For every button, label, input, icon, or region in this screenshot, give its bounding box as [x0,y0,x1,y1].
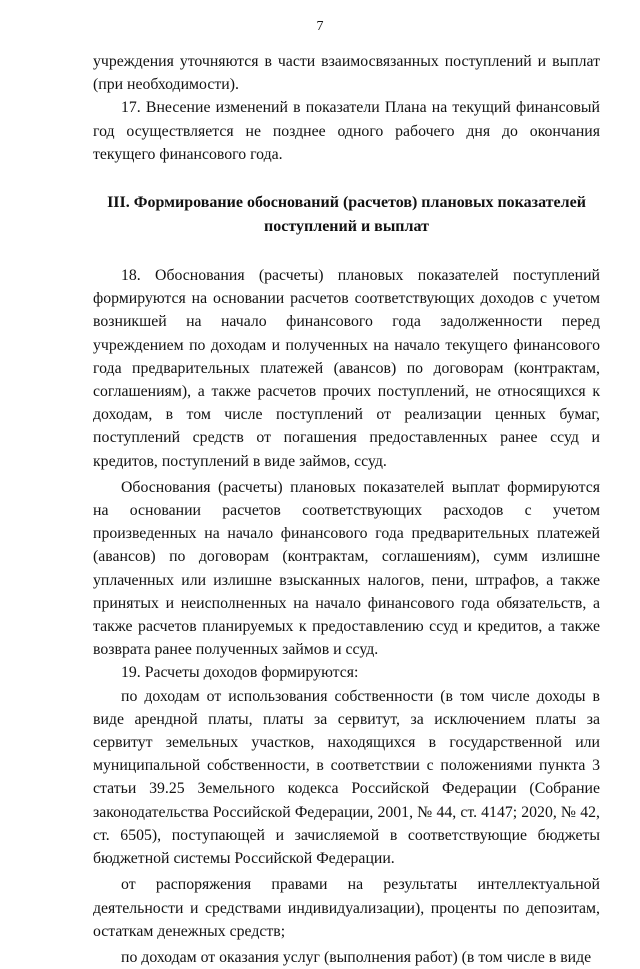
document-body [93,50,600,969]
page-number: 7 [316,19,324,34]
paragraph-17: 17. Внесение изменений в показатели Плана на текущий финансовый год осуществляется не позднее одного рабочего дня до окончания текущего финансового года. [93,99,600,163]
paragraph-19: 19. Расчеты доходов формируются: [121,664,359,682]
paragraph-continuation: учреждения уточняются в части взаимосвязанных поступлений и выплат (при необходимости). [93,53,600,94]
paragraph-intellectual-property: от распоряжения правами на результаты интеллектуальной деятельности и средствами индивидуализации), проценты по депозитам, остаткам денежных средств; [93,876,600,940]
section-heading: III. Формирование обоснований (расчетов) плановых показателей поступлений и выплат [107,194,586,236]
paragraph-18: 18. Обоснования (расчеты) плановых показателей поступлений формируются на основании расчетов соответствующих доходов с учетом возникшей на начало финансового года задолженности перед учреждением по доходам и полученных на начало текущего финансового года предварительных платежей (авансов) по договорам (контрактам, соглашениям), а также расчетов прочих поступлений, не относящихся к доходам, в том числе поступлений от реализации ценных бумаг, поступлений средств от погашения предоставленных ранее ссуд и кредитов, поступлений в виде займов, ссуд. [93,267,600,470]
paragraph-property-income: по доходам от использования собственности (в том числе доходы в виде арендной платы, платы за сервитут, за исключением платы за сервитут земельных участков, находящихся в государственной или муниципальной собственности, в соответствии с положениями пункта 3 статьи 39.25 Земельного кодекса Российской Федерации (Собрание законодательства Российской Федерации, 2001, № 44, ст. 4147; 2020, № 42, ст. 6505), поступающей и зачисляемой в соответствующие бюджеты бюджетной системы Российской Федерации. [93,687,600,868]
paragraph-services-income: по доходам от оказания услуг (выполнения работ) (в том числе в виде [121,948,592,966]
paragraph-payments-justification: Обоснования (расчеты) плановых показателей выплат формируются на основании расчетов соответствующих расходов с учетом произведенных на начало финансового года предварительных платежей (авансов) по договорам (контрактам, соглашениям), сумм излишне уплаченных или излишне взысканных налогов, пени, штрафов, а также принятых и неисполненных на начало финансового года обязательств, а также расчетов планируемых к предоставлению ссуд и кредитов, а также возврата ранее полученных займов и ссуд. [93,478,600,659]
